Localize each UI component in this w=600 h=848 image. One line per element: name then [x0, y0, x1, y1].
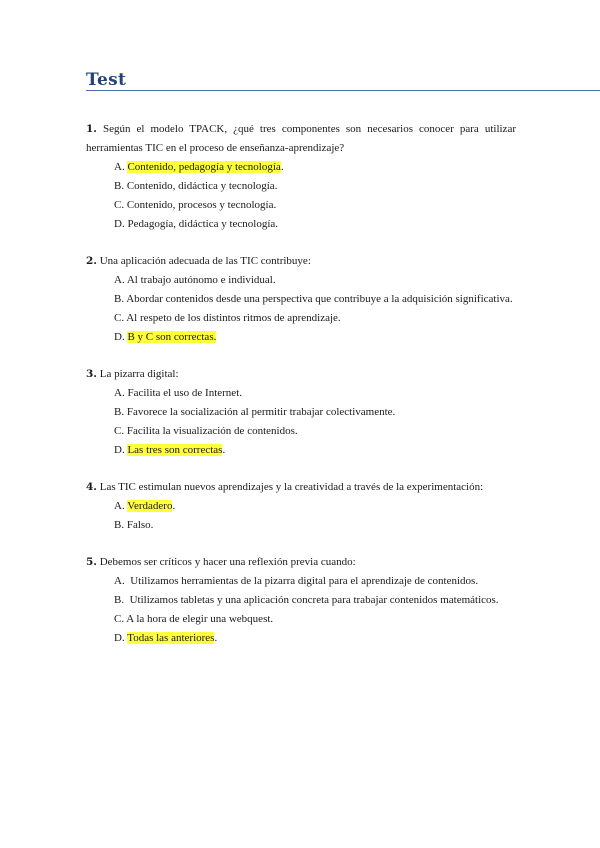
answer-option — [114, 403, 516, 422]
option-letter: C. — [114, 312, 127, 324]
answer-option — [114, 177, 516, 196]
question-4 — [86, 478, 516, 535]
option-text: Contenido, procesos y tecnología. — [126, 199, 277, 211]
option-text: Contenido, didáctica y tecnología. — [126, 180, 278, 192]
option-letter: D. — [114, 218, 128, 230]
answer-option — [114, 196, 516, 215]
question-text — [86, 478, 516, 497]
answer-options — [86, 497, 516, 535]
option-text: Facilita la visualización de contenidos. — [126, 425, 298, 437]
answer-option — [114, 158, 516, 177]
answer-option — [114, 572, 516, 591]
option-letter: A. — [114, 274, 127, 286]
option-text: Facilita el uso de Internet. — [127, 387, 242, 399]
option-text: Al respeto de los distintos ritmos de aprendizaje. — [126, 312, 341, 324]
option-text: A la hora de elegir una webquest. — [126, 613, 274, 625]
question-number: 1. — [86, 123, 97, 135]
answer-option — [114, 290, 516, 309]
option-letter: A. — [114, 387, 128, 399]
question-number: 4. — [86, 481, 97, 493]
question-statement: La pizarra digital: — [96, 368, 179, 380]
correct-answer-highlight: Las tres son correctas — [127, 444, 223, 456]
answer-option — [114, 328, 516, 347]
question-2 — [86, 252, 516, 347]
answer-option — [114, 441, 516, 460]
question-text — [86, 120, 516, 158]
answer-option — [114, 384, 516, 403]
answer-option — [114, 215, 516, 234]
option-text: Utilizamos herramientas de la pizarra digital para el aprendizaje de contenidos. — [130, 575, 479, 587]
option-letter: A. — [114, 161, 128, 173]
correct-answer-highlight: Todas las anteriores — [127, 632, 215, 644]
page-title: Test — [86, 70, 127, 90]
question-statement: Según el modelo TPACK, ¿qué tres componentes son necesarios conocer para utilizar herramientas TIC en el proceso de enseñanza-aprendizaje? — [86, 123, 516, 154]
option-letter: C. — [114, 425, 127, 437]
option-punctuation: . — [172, 500, 176, 512]
option-letter: D. — [114, 331, 128, 343]
correct-answer-highlight: Verdadero — [127, 500, 173, 512]
answer-options — [86, 158, 516, 234]
answer-option — [114, 610, 516, 629]
question-text — [86, 252, 516, 271]
title-divider — [86, 90, 600, 91]
option-letter: A. — [114, 500, 128, 512]
answer-option — [114, 629, 516, 648]
answer-options — [86, 384, 516, 460]
answer-option — [114, 422, 516, 441]
answer-option — [114, 309, 516, 328]
option-letter: D. — [114, 632, 128, 644]
answer-option — [114, 271, 516, 290]
option-punctuation: . — [222, 444, 226, 456]
test-questions — [86, 120, 516, 666]
option-letter: B. — [114, 180, 127, 192]
option-letter: C. — [114, 613, 127, 625]
answer-option — [114, 591, 516, 610]
correct-answer-highlight: Contenido, pedagogía y tecnología — [127, 161, 281, 173]
question-text — [86, 553, 516, 572]
question-1 — [86, 120, 516, 234]
question-statement: Una aplicación adecuada de las TIC contribuye: — [96, 255, 311, 267]
option-letter: B. — [114, 406, 127, 418]
answer-option — [114, 516, 516, 535]
option-punctuation: . — [214, 632, 218, 644]
question-number: 3. — [86, 368, 97, 380]
option-letter: C. — [114, 199, 127, 211]
question-3 — [86, 365, 516, 460]
option-letter: B. — [114, 594, 130, 606]
option-punctuation: . — [280, 161, 284, 173]
question-number: 2. — [86, 255, 97, 267]
option-letter: D. — [114, 444, 128, 456]
option-letter: A. — [114, 575, 131, 587]
option-text: Al trabajo autónomo e individual. — [126, 274, 276, 286]
option-text: Favorece la socialización al permitir trabajar colectivamente. — [126, 406, 396, 418]
option-letter: B. — [114, 293, 127, 305]
answer-options — [86, 572, 516, 648]
question-number: 5. — [86, 556, 97, 568]
question-statement: Debemos ser críticos y hacer una reflexión previa cuando: — [96, 556, 356, 568]
question-text — [86, 365, 516, 384]
answer-option — [114, 497, 516, 516]
answer-options — [86, 271, 516, 347]
correct-answer-highlight: B y C son correctas. — [127, 331, 217, 343]
option-text: Pedagogía, didáctica y tecnología. — [127, 218, 279, 230]
option-text: Abordar contenidos desde una perspectiva que contribuye a la adquisición significativa. — [126, 293, 513, 305]
option-text: Utilizamos tabletas y una aplicación concreta para trabajar contenidos matemáticos. — [129, 594, 499, 606]
question-5 — [86, 553, 516, 648]
option-letter: B. — [114, 519, 127, 531]
question-statement: Las TIC estimulan nuevos aprendizajes y la creatividad a través de la experimentación: — [96, 481, 484, 493]
option-text: Falso. — [126, 519, 154, 531]
